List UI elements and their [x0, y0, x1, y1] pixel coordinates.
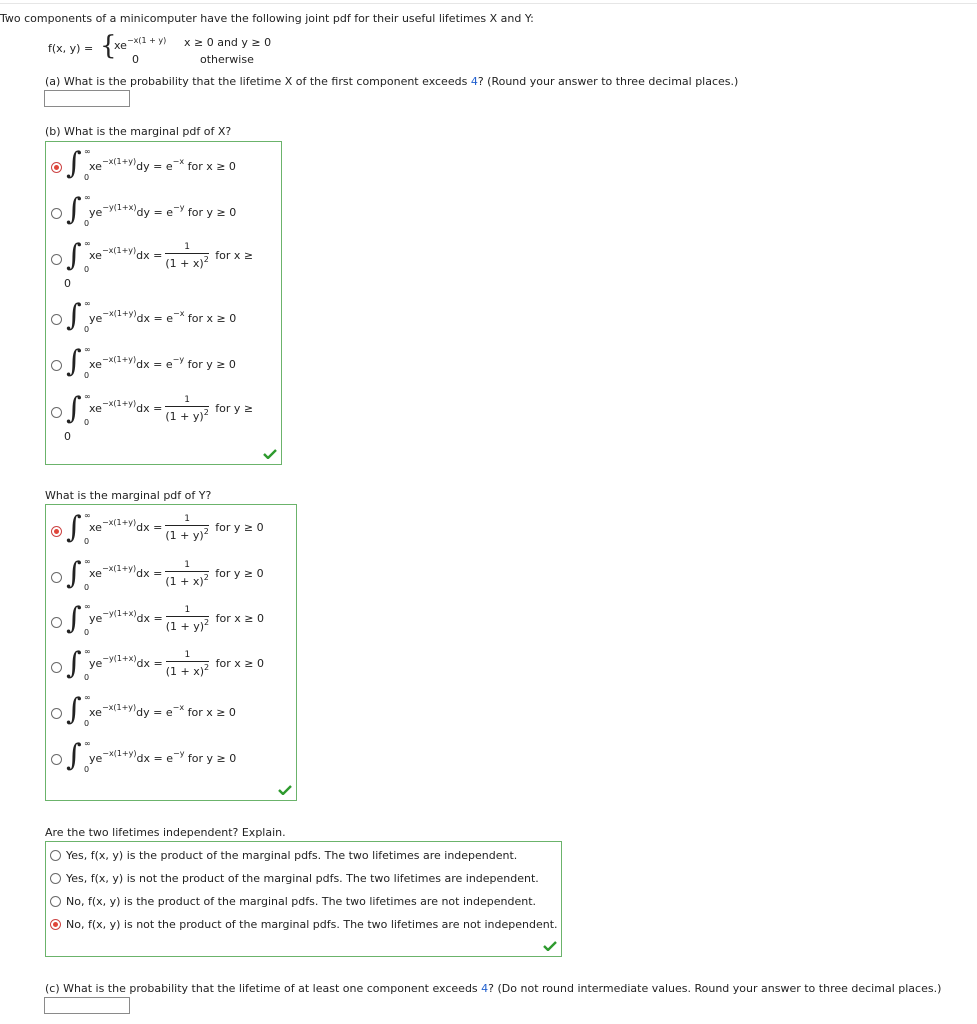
option-radio[interactable] [50, 873, 61, 884]
option-expression: $xe^{-x(1+y)}dy = e^{-x}$ for x ≥ 0 [89, 703, 236, 719]
option-radio[interactable] [51, 754, 62, 765]
integral-option[interactable] [46, 739, 276, 779]
independence-option[interactable] [48, 870, 558, 890]
upper-limit: ∞ [84, 147, 91, 156]
integral-sign: ∫ [66, 692, 82, 727]
part-b-question: (b) What is the marginal pdf of X? [45, 125, 232, 138]
case1-expression: $xe^{-x(1 + y)}$ [114, 36, 167, 52]
upper-limit: ∞ [84, 693, 91, 702]
option-label: No, f(x, y) is not the product of the marginal pdfs. The two lifetimes are not independent. [66, 918, 558, 931]
option-radio[interactable] [51, 360, 62, 371]
option-radio[interactable] [51, 314, 62, 325]
upper-limit: ∞ [84, 739, 91, 748]
option-radio[interactable] [51, 407, 62, 418]
lower-limit: 0 [84, 537, 90, 546]
lower-limit: 0 [84, 371, 90, 380]
option-expression: $xe^{-x(1+y)}dx$ = $\frac{1}{(1 + x)^2}$ for x ≥ [89, 242, 254, 270]
integral-sign: ∫ [66, 601, 82, 636]
lower-limit: 0 [84, 219, 90, 228]
option-label: Yes, f(x, y) is the product of the marginal pdfs. The two lifetimes are independent. [66, 849, 518, 862]
option-radio[interactable] [50, 896, 61, 907]
lower-limit: 0 [84, 583, 90, 592]
case2-condition: otherwise [200, 53, 254, 66]
part-a-question: (a) What is the probability that the lifetime X of the first component exceeds 4? (Round your answer to three decimal places.) [45, 75, 739, 88]
fraction: $\frac{1}{(1 + y)^2}$ [165, 605, 210, 633]
integral-sign: ∫ [66, 738, 82, 773]
fraction: $\frac{1}{(1 + x)^2}$ [165, 242, 209, 270]
independence-option[interactable] [48, 847, 558, 867]
fxy-label: f(x, y) = [48, 42, 94, 55]
upper-limit: ∞ [84, 345, 91, 354]
independence-option[interactable] [48, 916, 558, 936]
integral-sign: ∫ [66, 146, 82, 181]
integral-option[interactable] [46, 511, 276, 551]
option-expression: $ye^{-y(1+x)}dx$ = $\frac{1}{(1 + y)^2}$ for x ≥ 0 [89, 605, 264, 633]
option-radio[interactable] [51, 526, 62, 537]
integral-sign: ∫ [66, 298, 82, 333]
piecewise-brace: { [100, 31, 117, 61]
problem-intro: Two components of a minicomputer have the following joint pdf for their useful lifetimes X and Y: [0, 12, 534, 25]
integral-sign: ∫ [66, 510, 82, 545]
fraction: $\frac{1}{(1 + x)^2}$ [165, 560, 209, 588]
option-expression: $ye^{-y(1+x)}dx$ = $\frac{1}{(1 + x)^2}$ for x ≥ 0 [89, 650, 264, 678]
wrapped-value: 0 [64, 430, 71, 443]
lower-limit: 0 [84, 418, 90, 427]
upper-limit: ∞ [84, 602, 91, 611]
option-expression: $ye^{-y(1+x)}dy = e^{-y}$ for y ≥ 0 [89, 203, 237, 219]
marginal-y-question: What is the marginal pdf of Y? [45, 489, 212, 502]
option-expression: $xe^{-x(1+y)}dx = e^{-y}$ for y ≥ 0 [89, 355, 236, 371]
wrapped-value: 0 [64, 277, 71, 290]
option-label: Yes, f(x, y) is not the product of the marginal pdfs. The two lifetimes are independent. [66, 872, 539, 885]
upper-limit: ∞ [84, 299, 91, 308]
lower-limit: 0 [84, 719, 90, 728]
option-radio[interactable] [50, 850, 61, 861]
option-radio[interactable] [51, 617, 62, 628]
upper-limit: ∞ [84, 557, 91, 566]
option-radio[interactable] [51, 162, 62, 173]
fraction: $\frac{1}{(1 + x)^2}$ [165, 650, 210, 678]
integral-option[interactable] [46, 602, 276, 642]
fraction: $\frac{1}{(1 + y)^2}$ [165, 514, 209, 542]
lower-limit: 0 [84, 325, 90, 334]
option-radio[interactable] [51, 208, 62, 219]
case2-expression: 0 [132, 53, 139, 66]
check-mark-icon [543, 941, 557, 951]
option-radio[interactable] [51, 708, 62, 719]
integral-sign: ∫ [66, 391, 82, 426]
integral-option[interactable] [46, 147, 276, 187]
integral-option[interactable] [46, 193, 276, 233]
option-radio[interactable] [51, 572, 62, 583]
case1-condition: x ≥ 0 and y ≥ 0 [184, 36, 272, 49]
check-mark-icon [263, 449, 277, 459]
option-label: No, f(x, y) is the product of the marginal pdfs. The two lifetimes are not independent. [66, 895, 537, 908]
part-c-question: (c) What is the probability that the lifetime of at least one component exceeds 4? (Do not round intermediate values. Round your answer to three decimal places.) [45, 982, 942, 995]
integral-option[interactable] [46, 557, 276, 597]
integral-option[interactable] [46, 345, 276, 385]
upper-limit: ∞ [84, 239, 91, 248]
fraction: $\frac{1}{(1 + y)^2}$ [165, 395, 209, 423]
top-divider [0, 3, 977, 4]
integral-option[interactable] [46, 693, 276, 733]
option-expression: $ye^{-x(1+y)}dx = e^{-y}$ for y ≥ 0 [89, 749, 237, 765]
option-expression: $xe^{-x(1+y)}dx$ = $\frac{1}{(1 + y)^2}$ for y ≥ 0 [89, 514, 264, 542]
independence-option[interactable] [48, 893, 558, 913]
option-expression: $xe^{-x(1+y)}dy = e^{-x}$ for x ≥ 0 [89, 157, 236, 173]
lower-limit: 0 [84, 673, 90, 682]
option-radio[interactable] [51, 662, 62, 673]
upper-limit: ∞ [84, 511, 91, 520]
lower-limit: 0 [84, 173, 90, 182]
option-radio[interactable] [51, 254, 62, 265]
part-a-answer-input[interactable] [44, 90, 130, 107]
integral-option[interactable] [46, 647, 276, 687]
integral-sign: ∫ [66, 556, 82, 591]
upper-limit: ∞ [84, 392, 91, 401]
marginal-y-options-box [45, 504, 297, 801]
part-c-answer-input[interactable] [44, 997, 130, 1014]
integral-sign: ∫ [66, 238, 82, 273]
part-b-options-box [45, 141, 282, 465]
integral-sign: ∫ [66, 646, 82, 681]
independence-question: Are the two lifetimes independent? Explain. [45, 826, 286, 839]
lower-limit: 0 [84, 265, 90, 274]
integral-option[interactable] [46, 391, 276, 443]
upper-limit: ∞ [84, 193, 91, 202]
option-radio[interactable] [50, 919, 61, 930]
lower-limit: 0 [84, 765, 90, 774]
option-expression: $ye^{-x(1+y)}dx = e^{-x}$ for x ≥ 0 [89, 309, 237, 325]
lower-limit: 0 [84, 628, 90, 637]
check-mark-icon [278, 785, 292, 795]
upper-limit: ∞ [84, 647, 91, 656]
integral-sign: ∫ [66, 344, 82, 379]
integral-option[interactable] [46, 299, 276, 339]
option-expression: $xe^{-x(1+y)}dx$ = $\frac{1}{(1 + x)^2}$ for y ≥ 0 [89, 560, 264, 588]
integral-option[interactable] [46, 238, 276, 290]
option-expression: $xe^{-x(1+y)}dx$ = $\frac{1}{(1 + y)^2}$ for y ≥ [89, 395, 254, 423]
integral-sign: ∫ [66, 192, 82, 227]
